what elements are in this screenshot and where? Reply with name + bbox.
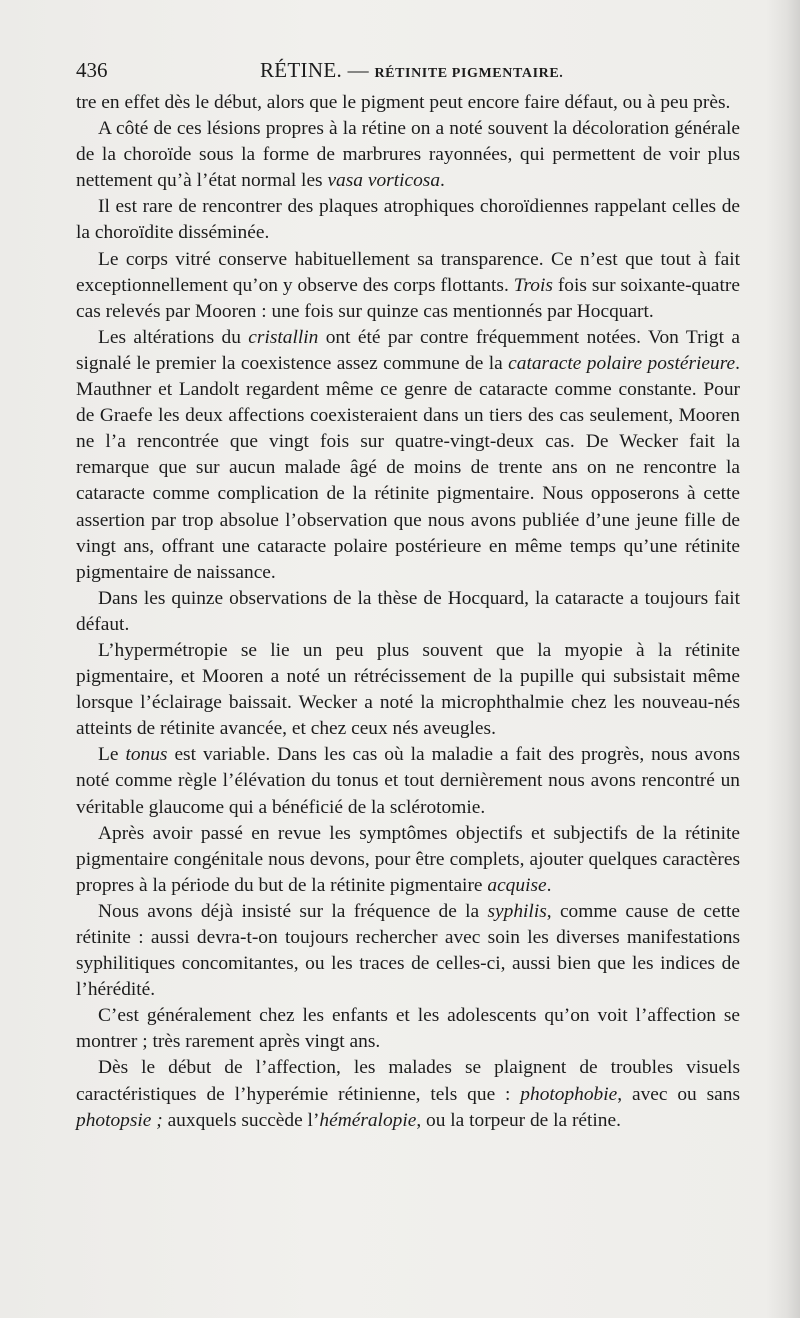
text-run: Les altérations du [98, 326, 249, 348]
italic-text: héméralopie [319, 1109, 417, 1131]
italic-text: photopsie ; [76, 1109, 163, 1131]
italic-text: acquise [487, 874, 547, 896]
section-title: RÉTINITE PIGMENTAIRE. [374, 66, 564, 81]
text-run: . Mauthner et Landolt regardent même ce genre de cataracte comme constante. Pour de Graefe les deux affections coexisteraient dans un tiers des cas seulement, Mooren ne l’a rencontrée que vingt fois sur quatre-vingt-deux cas. De Wecker fait la remarque que sur aucun malade âgé de moins de trente ans on ne rencontre la cataracte comme complication de la rétinite pigmentaire. Nous opposerons à cette assertion par trop absolue l’observation que nous avons publiée d’une jeune fille de vingt ans, offrant une cataracte polaire postérieure en même temps qu’une rétinite pigmentaire de naissance. [76, 352, 740, 583]
italic-text: syphilis [487, 900, 547, 922]
paragraph [76, 90, 740, 116]
text-run: ont été par contre fréquemment notées. Von Trigt a signalé le premier la coexistence assez commune de la [76, 326, 740, 374]
italic-text: vasa vorticosa [327, 170, 441, 192]
paragraph [76, 247, 740, 325]
text-run: tre en effet dès le début, alors que le pigment peut encore faire défaut, ou à peu près. [76, 92, 731, 113]
italic-text: tonus [125, 744, 168, 766]
body-text [76, 90, 740, 1134]
text-run: A côté de ces lésions propres à la rétine on a noté souvent la décoloration générale de la choroïde sous la forme de marbrures rayonnées, qui permettent de voir plus nettement qu’à l’état normal les [76, 118, 740, 192]
italic-text: cristallin [248, 326, 319, 348]
paragraph [76, 1055, 740, 1133]
italic-text: photophobie [520, 1083, 618, 1105]
paragraph [76, 194, 740, 246]
text-run: . [546, 874, 552, 896]
text-run: L’hypermétropie se lie un peu plus souvent que la myopie à la rétinite pigmentaire, et Mooren a noté un rétrécissement de la pupille qui subsistait même lorsque l’éclairage baissait. Wecker a noté la microphthalmie chez les nouveau-nés atteints de rétinite avancée, et chez ceux nés aveugles. [76, 639, 740, 740]
italic-text: Trois [513, 274, 553, 296]
text-run: Dès le début de l’affection, les malades se plaignent de troubles visuels caractéristiques de l’hyperémie rétinienne, tels que : [76, 1057, 740, 1105]
text-run: fois sur soixante-quatre cas relevés par Mooren : une fois sur quinze cas mentionnés par Hocquart. [76, 274, 740, 322]
text-run: est variable. Dans les cas où la maladie a fait des progrès, nous avons noté comme règle l’élévation du tonus et tout dernièrement nous avons rencontré un véritable glaucome qui a bénéficié de la sclérotomie. [76, 744, 740, 818]
text-run: Dans les quinze observations de la thèse de Hocquard, la cataracte a toujours fait défaut. [76, 587, 740, 635]
paragraph [76, 325, 740, 586]
paragraph [76, 116, 740, 194]
paragraph [76, 899, 740, 1003]
italic-text: cataracte polaire postérieure [508, 352, 736, 374]
text-run: , avec ou sans [617, 1083, 740, 1105]
paragraph [76, 586, 740, 638]
running-head [76, 58, 742, 86]
text-run: , ou la torpeur de la rétine. [416, 1109, 621, 1131]
text-run: auxquels succède l’ [162, 1109, 320, 1131]
paragraph [76, 1003, 740, 1055]
text-run: Il est rare de rencontrer des plaques atrophiques choroïdiennes rappelant celles de la choroïdite disséminée. [76, 196, 740, 244]
text-run: Le corps vitré conserve habituellement sa transparence. Ce n’est que tout à fait exceptionnellement qu’on y observe des corps flottants. [76, 248, 740, 296]
text-run: C’est généralement chez les enfants et les adolescents qu’on voit l’affection se montrer ; très rarement après vingt ans. [76, 1005, 740, 1053]
paragraph [76, 742, 740, 820]
paragraph [76, 638, 740, 742]
title-separator: — [347, 58, 369, 82]
chapter-title: RÉTINE. [260, 58, 342, 82]
text-run: Le [98, 744, 126, 766]
paragraph [76, 821, 740, 899]
page-edge-shadow [766, 0, 800, 1318]
text-run: Nous avons déjà insisté sur la fréquence de la [98, 900, 488, 922]
text-run: Après avoir passé en revue les symptômes objectifs et subjectifs de la rétinite pigmentaire congénitale nous devons, pour être complets, ajouter quelques caractères propres à la période du but de la rétinite pigmentaire [76, 822, 740, 896]
text-run: . [440, 170, 445, 192]
text-run: , comme cause de cette rétinite : aussi devra-t-on toujours rechercher avec soin les diverses manifestations syphilitiques concomitantes, ou les traces de celles-ci, aussi bien que les indices de l’hérédité. [76, 900, 740, 1001]
page-number: 436 [76, 58, 108, 82]
running-title [260, 58, 563, 83]
